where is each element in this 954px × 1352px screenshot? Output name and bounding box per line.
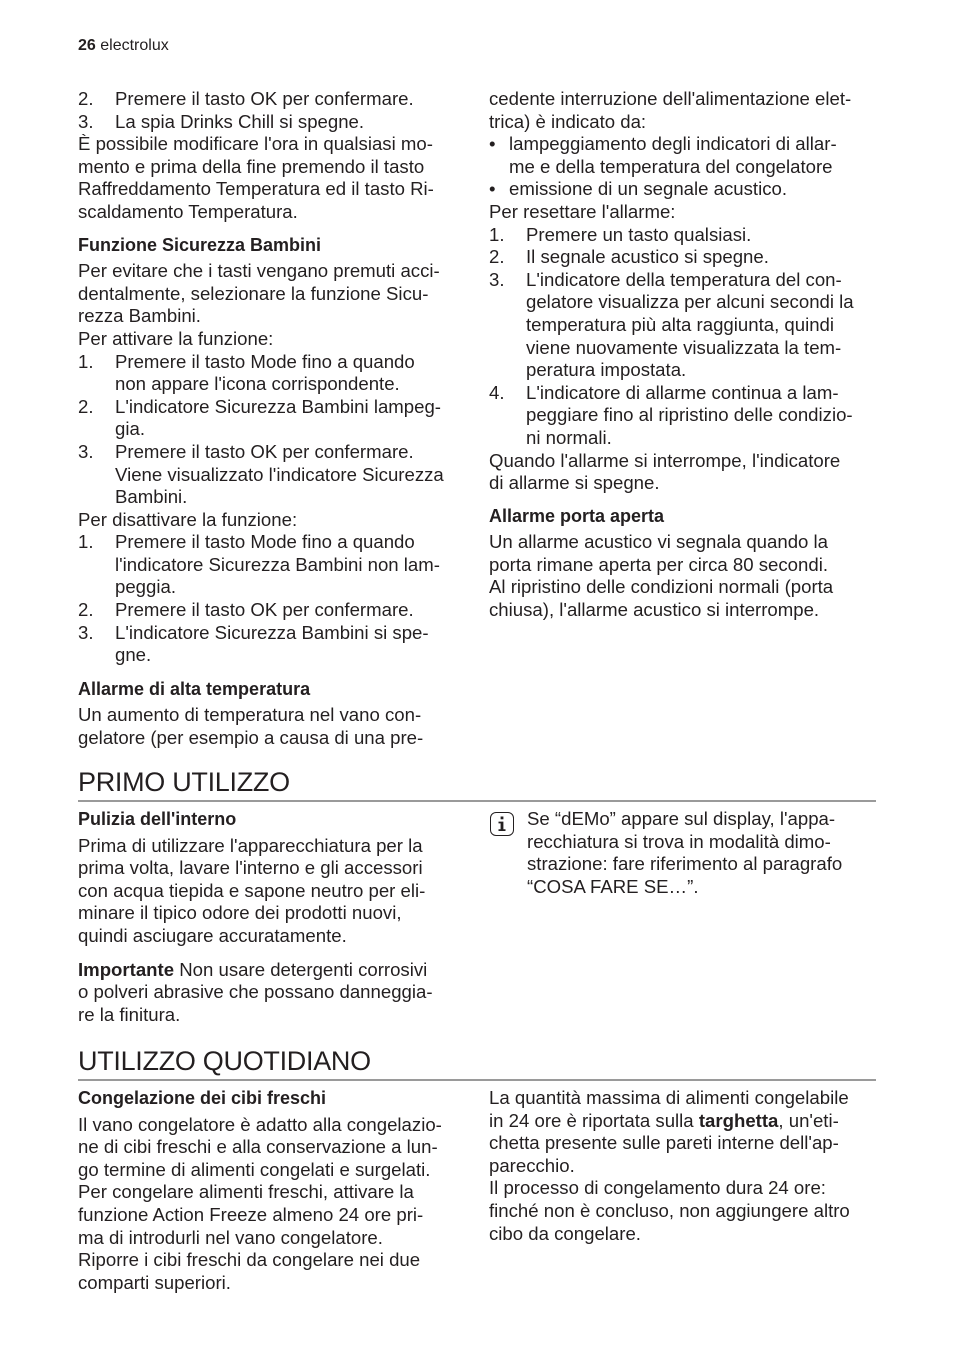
list-item: 2. Il segnale acustico si spegne.	[489, 246, 769, 268]
brand-name: electrolux	[100, 37, 169, 54]
intro-list	[78, 88, 466, 133]
quotidiano-left-column	[78, 1087, 466, 1294]
cleaning-paragraph: Prima di utilizzare l'apparecchiatura per la prima volta, lavare l'interno e gli accessori con acqua tiepida e sapone neutro per eli- minare il tipico odore dei prodotti nuovi, quindi asciugare accuratamente.	[78, 834, 426, 946]
alarm-continued-paragraph: cedente interruzione dell'alimentazione elet- trica) è indicato da:	[489, 88, 852, 132]
capacity-paragraph: La quantità massima di alimenti congelabile in 24 ore è riportata sulla targhetta, un'eti- chetta presente sulle pareti interne dell'ap- parecchio.	[489, 1087, 849, 1176]
freezing-duration-paragraph: Il processo di congelamento dura 24 ore: finché non è concluso, non aggiungere altro cibo da congelare.	[489, 1177, 850, 1244]
list-item: 3. L'indicatore della temperatura del con- gelatore visualizza per alcuni secondi la temperatura più alta raggiunta, quindi viene nuovamente visualizzata la tem- peratura impostata.	[489, 268, 854, 381]
list-item: 4. L'indicatore di allarme continua a lam- peggiare fino al ripristino delle condizio- ni normali.	[489, 381, 853, 448]
section-title-utilizzo-quotidiano: UTILIZZO QUOTIDIANO	[78, 1045, 876, 1081]
list-item: 2. Premere il tasto OK per confermare.	[78, 88, 414, 109]
rating-plate-term: targhetta	[698, 1109, 779, 1131]
freezing-heading: Congelazione dei cibi freschi	[78, 1088, 327, 1108]
list-item: 1. Premere il tasto Mode fino a quando l'indicatore Sicurezza Bambini non lam- peggia.	[78, 531, 440, 598]
important-paragraph: Importante Non usare detergenti corrosivi o polveri abrasive che possano danneggia- re la finitura.	[78, 958, 433, 1025]
list-item: • emissione di un segnale acustico.	[489, 178, 788, 200]
reset-steps	[489, 224, 877, 450]
high-temp-heading: Allarme di alta temperatura	[78, 678, 311, 699]
page-header	[78, 37, 169, 55]
door-alarm-paragraph: Un allarme acustico vi segnala quando la porta rimane aperta per circa 80 secondi. Al ripristino delle condizioni normali (porta chiusa), l'allarme acustico si interrompe.	[489, 531, 834, 621]
cleaning-heading: Pulizia dell'interno	[78, 809, 237, 829]
intro-paragraph: È possibile modificare l'ora in qualsiasi mo- mento e prima della fine premendo il tasto Raffreddamento Temperatura ed il tasto Ri- scaldamento Temperatura.	[78, 133, 434, 222]
list-item: 3. Premere il tasto OK per confermare. Viene visualizzato l'indicatore Sicurezza Bambini.	[78, 440, 444, 508]
list-item: 2. L'indicatore Sicurezza Bambini lampeg- gia.	[78, 395, 441, 440]
list-item: 1. Premere un tasto qualsiasi.	[489, 223, 752, 245]
demo-note: Se “dEMo” appare sul display, l'appa- recchiatura si trova in modalità dimo- strazione: fare riferimento al paragrafo “COSA FARE SE…”.	[527, 808, 843, 897]
primo-note	[527, 808, 877, 898]
child-lock-paragraph: Per evitare che i tasti vengano premuti acci- dentalmente, selezionare la funzione Sicu- rezza Bambini.	[78, 260, 440, 327]
reset-label: Per resettare l'allarme:	[489, 200, 676, 222]
alarm-end-paragraph: Quando l'allarme si interrompe, l'indicatore di allarme si spegne.	[489, 449, 841, 494]
list-item: 2. Premere il tasto OK per confermare.	[78, 599, 414, 621]
activate-label: Per attivare la funzione:	[78, 327, 274, 349]
freezing-paragraph: Il vano congelatore è adatto alla congelazio- ne di cibi freschi e alla conservazione a lun- go termine di alimenti congelati e surgelati. Per congelare alimenti freschi, attivare la funzione Action Freeze almeno 24 ore pri- ma di introdurli nel vano congelatore. Riporre i cibi freschi da congelare nei due comparti superiori.	[78, 1113, 442, 1293]
deactivate-steps	[78, 531, 466, 667]
door-alarm-heading: Allarme porta aperta	[489, 505, 665, 526]
child-lock-heading: Funzione Sicurezza Bambini	[78, 234, 322, 255]
alarm-bullets	[489, 133, 877, 201]
important-label: Importante	[78, 958, 175, 980]
quotidiano-right-column	[489, 1087, 877, 1245]
info-icon	[490, 812, 514, 836]
primo-left-column	[78, 808, 466, 1026]
activate-steps	[78, 351, 466, 509]
page-number: 26	[78, 37, 96, 54]
list-item: 1. Premere il tasto Mode fino a quando non appare l'icona corrispondente.	[78, 350, 415, 395]
list-item: 3. La spia Drinks Chill si spegne.	[78, 110, 365, 132]
high-temp-paragraph: Un aumento di temperatura nel vano con- gelatore (per esempio a causa di una pre-	[78, 704, 424, 749]
deactivate-label: Per disattivare la funzione:	[78, 508, 298, 530]
top-right-column	[489, 88, 877, 622]
list-item: 3. L'indicatore Sicurezza Bambini si spe- gne.	[78, 621, 429, 666]
list-item: • lampeggiamento degli indicatori di allar- me e della temperatura del congelatore	[489, 133, 837, 177]
top-left-column	[78, 88, 466, 750]
section-title-primo-utilizzo: PRIMO UTILIZZO	[78, 766, 876, 802]
